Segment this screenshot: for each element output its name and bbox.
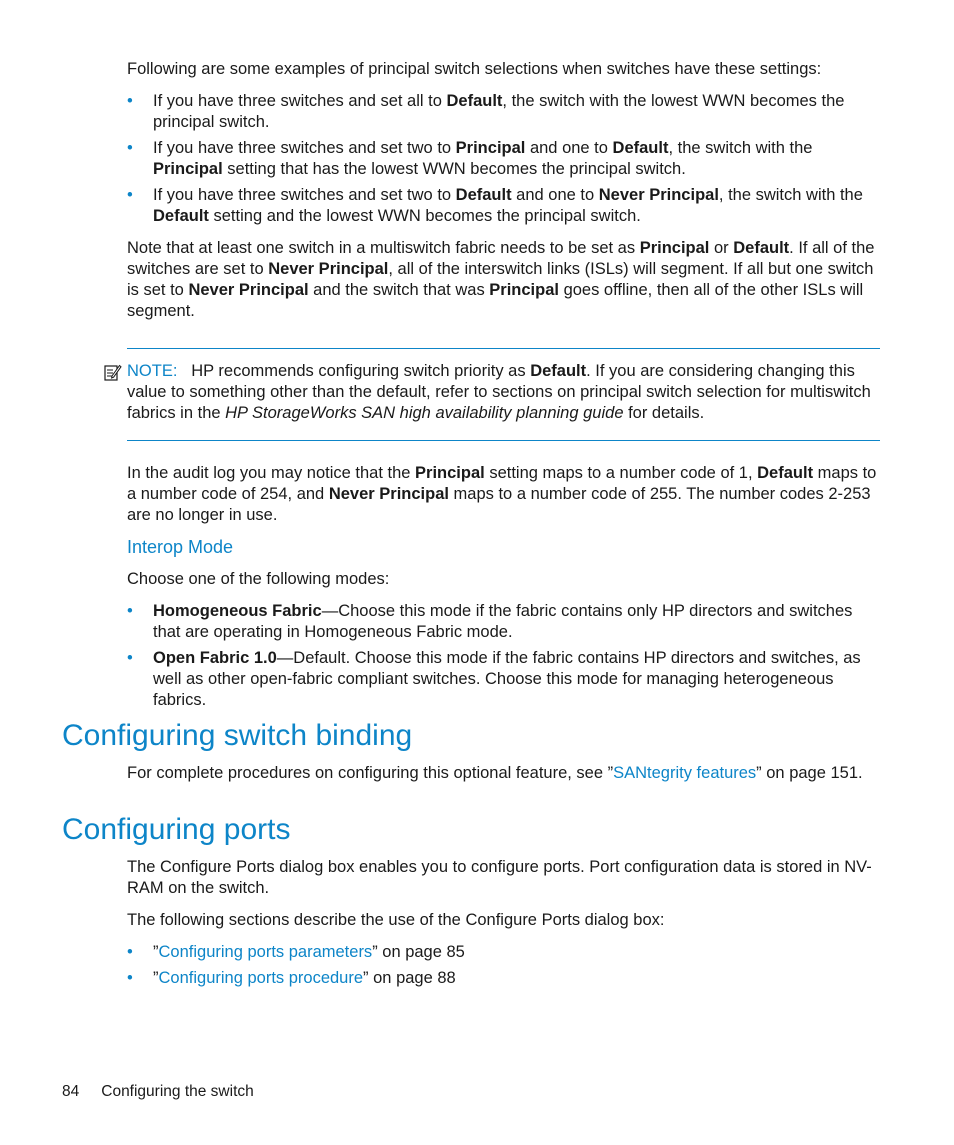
bullet-icon: • xyxy=(127,943,133,961)
ports-links-list xyxy=(127,942,879,994)
ports-heading: Configuring ports xyxy=(62,813,291,846)
bullet-icon: • xyxy=(127,969,133,987)
ports-paragraph-2: The following sections describe the use of the Configure Ports dialog box: xyxy=(127,911,665,929)
interop-heading: Interop Mode xyxy=(127,537,234,557)
santegrity-features-link[interactable]: SANtegrity features xyxy=(613,764,757,782)
page-footer xyxy=(62,1082,254,1102)
list-item: • ”Configuring ports parameters” on page 85 xyxy=(127,943,465,961)
interop-intro: Choose one of the following modes: xyxy=(127,570,390,588)
page-number: 84 xyxy=(62,1083,80,1100)
list-item: • Open Fabric 1.0—Default. Choose this mode if the fabric contains HP directors and switches, as well as other open-fabric compliant switches. Choose this mode for managing heterogeneous fabrics. xyxy=(127,649,861,709)
requirements-paragraph: Note that at least one switch in a multiswitch fabric needs to be set as Principal or Default. If all of the switches are set to Never Principal, all of the interswitch links (ISLs) will segment. If all but one switch is set to Never Principal and the switch that was Principal goes offline, then all of the other ISLs will segment. xyxy=(127,239,875,320)
switch-binding-heading: Configuring switch binding xyxy=(62,719,413,752)
bullet-icon: • xyxy=(127,139,133,157)
note-pencil-icon xyxy=(104,363,122,381)
list-item: • If you have three switches and set two to Default and one to Never Principal, the switch with the Default setting and the lowest WWN becomes the principal switch. xyxy=(127,186,863,225)
interop-modes-list xyxy=(127,601,879,716)
list-item: • If you have three switches and set all to Default, the switch with the lowest WWN becomes the principal switch. xyxy=(127,92,845,131)
bullet-icon: • xyxy=(127,186,133,204)
audit-paragraph: In the audit log you may notice that the Principal setting maps to a number code of 1, Default maps to a number code of 254, and Never Principal maps to a number code of 255. The number codes 2-253 are no longer in use. xyxy=(127,464,877,524)
list-item: • ”Configuring ports procedure” on page 88 xyxy=(127,969,456,987)
note-box: NOTE: HP recommends configuring switch priority as Default. If you are considering changing this value to something other than the default, refer to sections on principal switch selection for multiswitch fabrics in the HP StorageWorks SAN high availability planning guide for details. xyxy=(127,362,871,422)
bullet-icon: • xyxy=(127,602,133,620)
note-bottom-rule xyxy=(127,440,880,441)
switch-binding-paragraph: For complete procedures on configuring this optional feature, see ”SANtegrity features” on page 151. xyxy=(127,764,863,782)
bullet-icon: • xyxy=(127,649,133,667)
list-item: • Homogeneous Fabric—Choose this mode if the fabric contains only HP directors and switches that are operating in Homogeneous Fabric mode. xyxy=(127,602,853,641)
bullet-icon: • xyxy=(127,92,133,110)
note-label: NOTE: xyxy=(127,362,178,380)
examples-list xyxy=(127,91,879,232)
ports-paragraph-1: The Configure Ports dialog box enables you to configure ports. Port configuration data is stored in NV-RAM on the switch. xyxy=(127,858,872,897)
configuring-ports-procedure-link[interactable]: Configuring ports procedure xyxy=(158,969,364,987)
footer-section-title: Configuring the switch xyxy=(101,1083,254,1100)
intro-paragraph: Following are some examples of principal switch selections when switches have these settings: xyxy=(127,60,822,78)
note-top-rule xyxy=(127,348,880,349)
list-item: • If you have three switches and set two to Principal and one to Default, the switch with the Principal setting that has the lowest WWN becomes the principal switch. xyxy=(127,139,813,178)
configuring-ports-parameters-link[interactable]: Configuring ports parameters xyxy=(158,943,373,961)
